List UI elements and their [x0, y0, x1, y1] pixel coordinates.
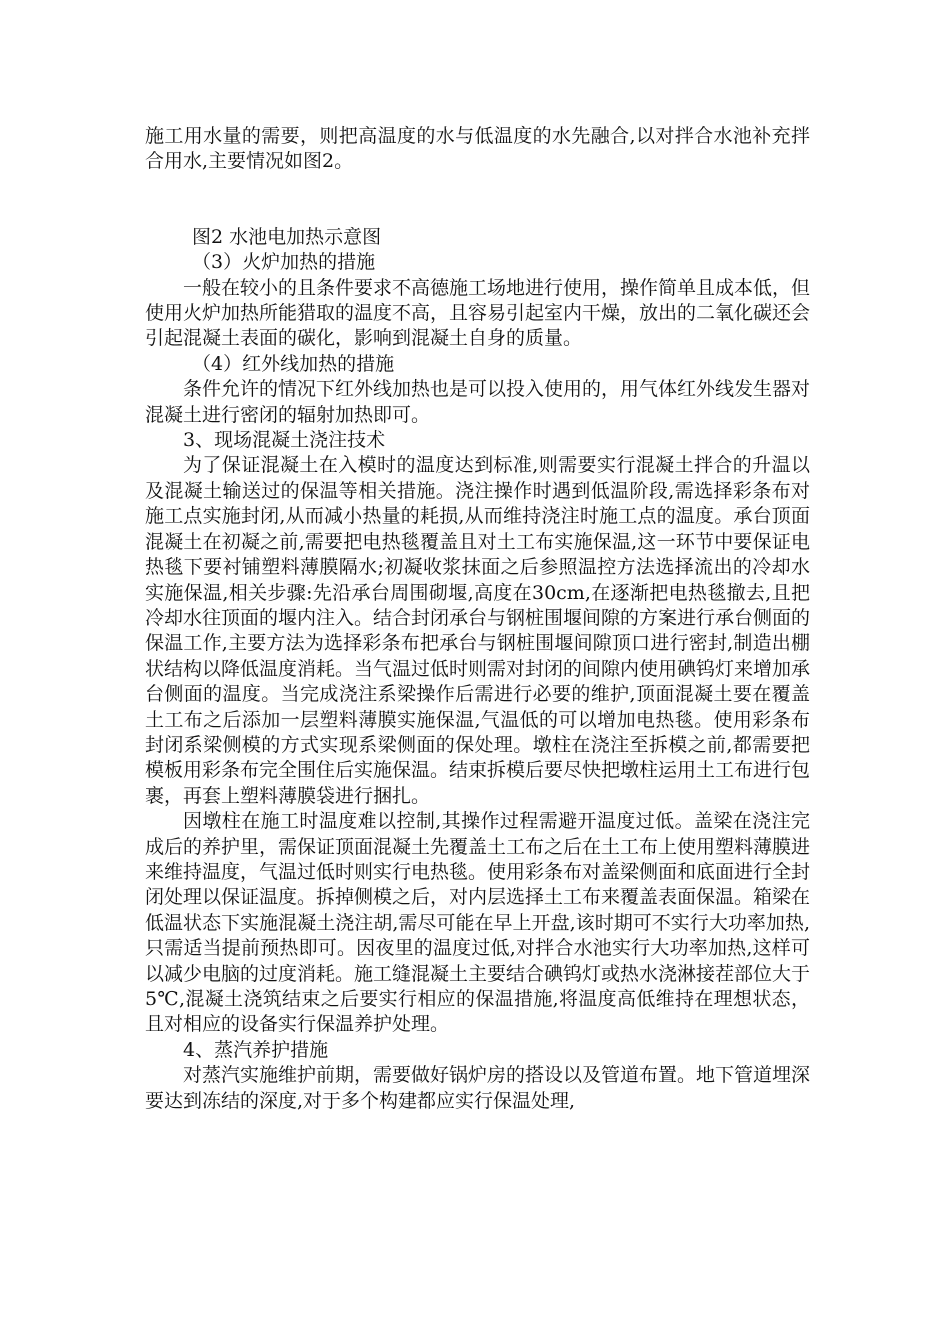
section-body-pouring-2: 因墩柱在施工时温度难以控制,其操作过程需避开温度过低。盖梁在浇注完成后的养护里，需保证顶面混凝土先覆盖土工布之后在土工布上使用塑料薄膜进来维持温度，气温过低时则实行电热毯。使用彩条布对盖梁侧面和底面进行全封闭处理以保证温度。拆掉侧模之后，对内层选择土工布来覆盖表面保温。箱梁在低温状态下实施混凝土浇注胡,需尽可能在早上开盘,该时期可不实行大功率加热,只需适当提前预热即可。因夜里的温度过低,对拌合水池实行大功率加热,这样可以减少电脑的过度消耗。施工缝混凝土主要结合碘钨灯或热水浇淋接茬部位大于5℃,混凝土浇筑结束之后要实行相应的保温措施,将温度高低维持在理想状态，且对相应的设备实行保温养护处理。 [145, 810, 811, 1036]
section-body-infrared: 条件允许的情况下红外线加热也是可以投入使用的，用气体红外线发生器对混凝土进行密闭的辐射加热即可。 [145, 378, 811, 426]
section-body-pouring: 为了保证混凝土在入模时的温度达到标准,则需要实行混凝土拌合的升温以及混凝土输送过的保温等相关措施。浇注操作时遇到低温阶段,需选择彩条布对施工点实施封闭,从而减小热量的耗损,从而维持浇注时施工点的温度。承台顶面混凝土在初凝之前,需要把电热毯覆盖且对土工布实施保温,这一环节中要保证电热毯下要衬铺塑料薄膜隔水;初凝收浆抹面之后参照温控方法选择流出的冷却水实施保温,相关步骤:先沿承台周围砌堰,高度在30cm,在逐渐把电热毯撤去,且把冷却水往顶面的堰内注入。结合封闭承台与钢桩围堰间隙的方案进行承台侧面的保温工作,主要方法为选择彩条布把承台与钢桩围堰间隙顶口进行密封,制造出棚状结构以降低温度消耗。当气温过低时则需对封闭的间隙内使用碘钨灯来增加承台侧面的温度。当完成浇注系梁操作后需进行必要的维护,顶面混凝土要在覆盖土工布之后添加一层塑料薄膜实施保温,气温低的可以增加电热毯。使用彩条布封闭系梁侧模的方式实现系梁侧面的保处理。墩柱在浇注至拆模之前,都需要把模板用彩条布完全围住后实施保温。结束拆模后要尽快把墩柱运用土工布进行包裹，再套上塑料薄膜袋进行捆扎。 [145, 454, 811, 807]
section-heading-pouring: 3、现场混凝土浇注技术 [183, 429, 386, 452]
section-heading-furnace: （3）火炉加热的措施 [192, 251, 376, 274]
figure-caption: 图2 水池电加热示意图 [192, 225, 382, 248]
section-body-furnace: 一般在较小的且条件要求不高德施工场地进行使用，操作简单且成本低，但使用火炉加热所能猎取的温度不高，且容易引起室内干燥，放出的二氧化碳还会引起混凝土表面的碳化，影响到混凝土自身的质量。 [145, 276, 811, 350]
intro-paragraph: 施工用水量的需要，则把高温度的水与低温度的水先融合,以对拌合水池补充拌合用水,主要情况如图2。 [145, 125, 810, 173]
section-heading-steam: 4、蒸汽养护措施 [183, 1038, 329, 1061]
section-heading-infrared: （4）红外线加热的措施 [192, 352, 395, 375]
document-page [145, 124, 810, 1114]
section-body-steam: 对蒸汽实施维护前期，需要做好锅炉房的搭设以及管道布置。地下管道埋深要达到冻结的深度,对于多个构建都应实行保温处理, [145, 1064, 811, 1112]
